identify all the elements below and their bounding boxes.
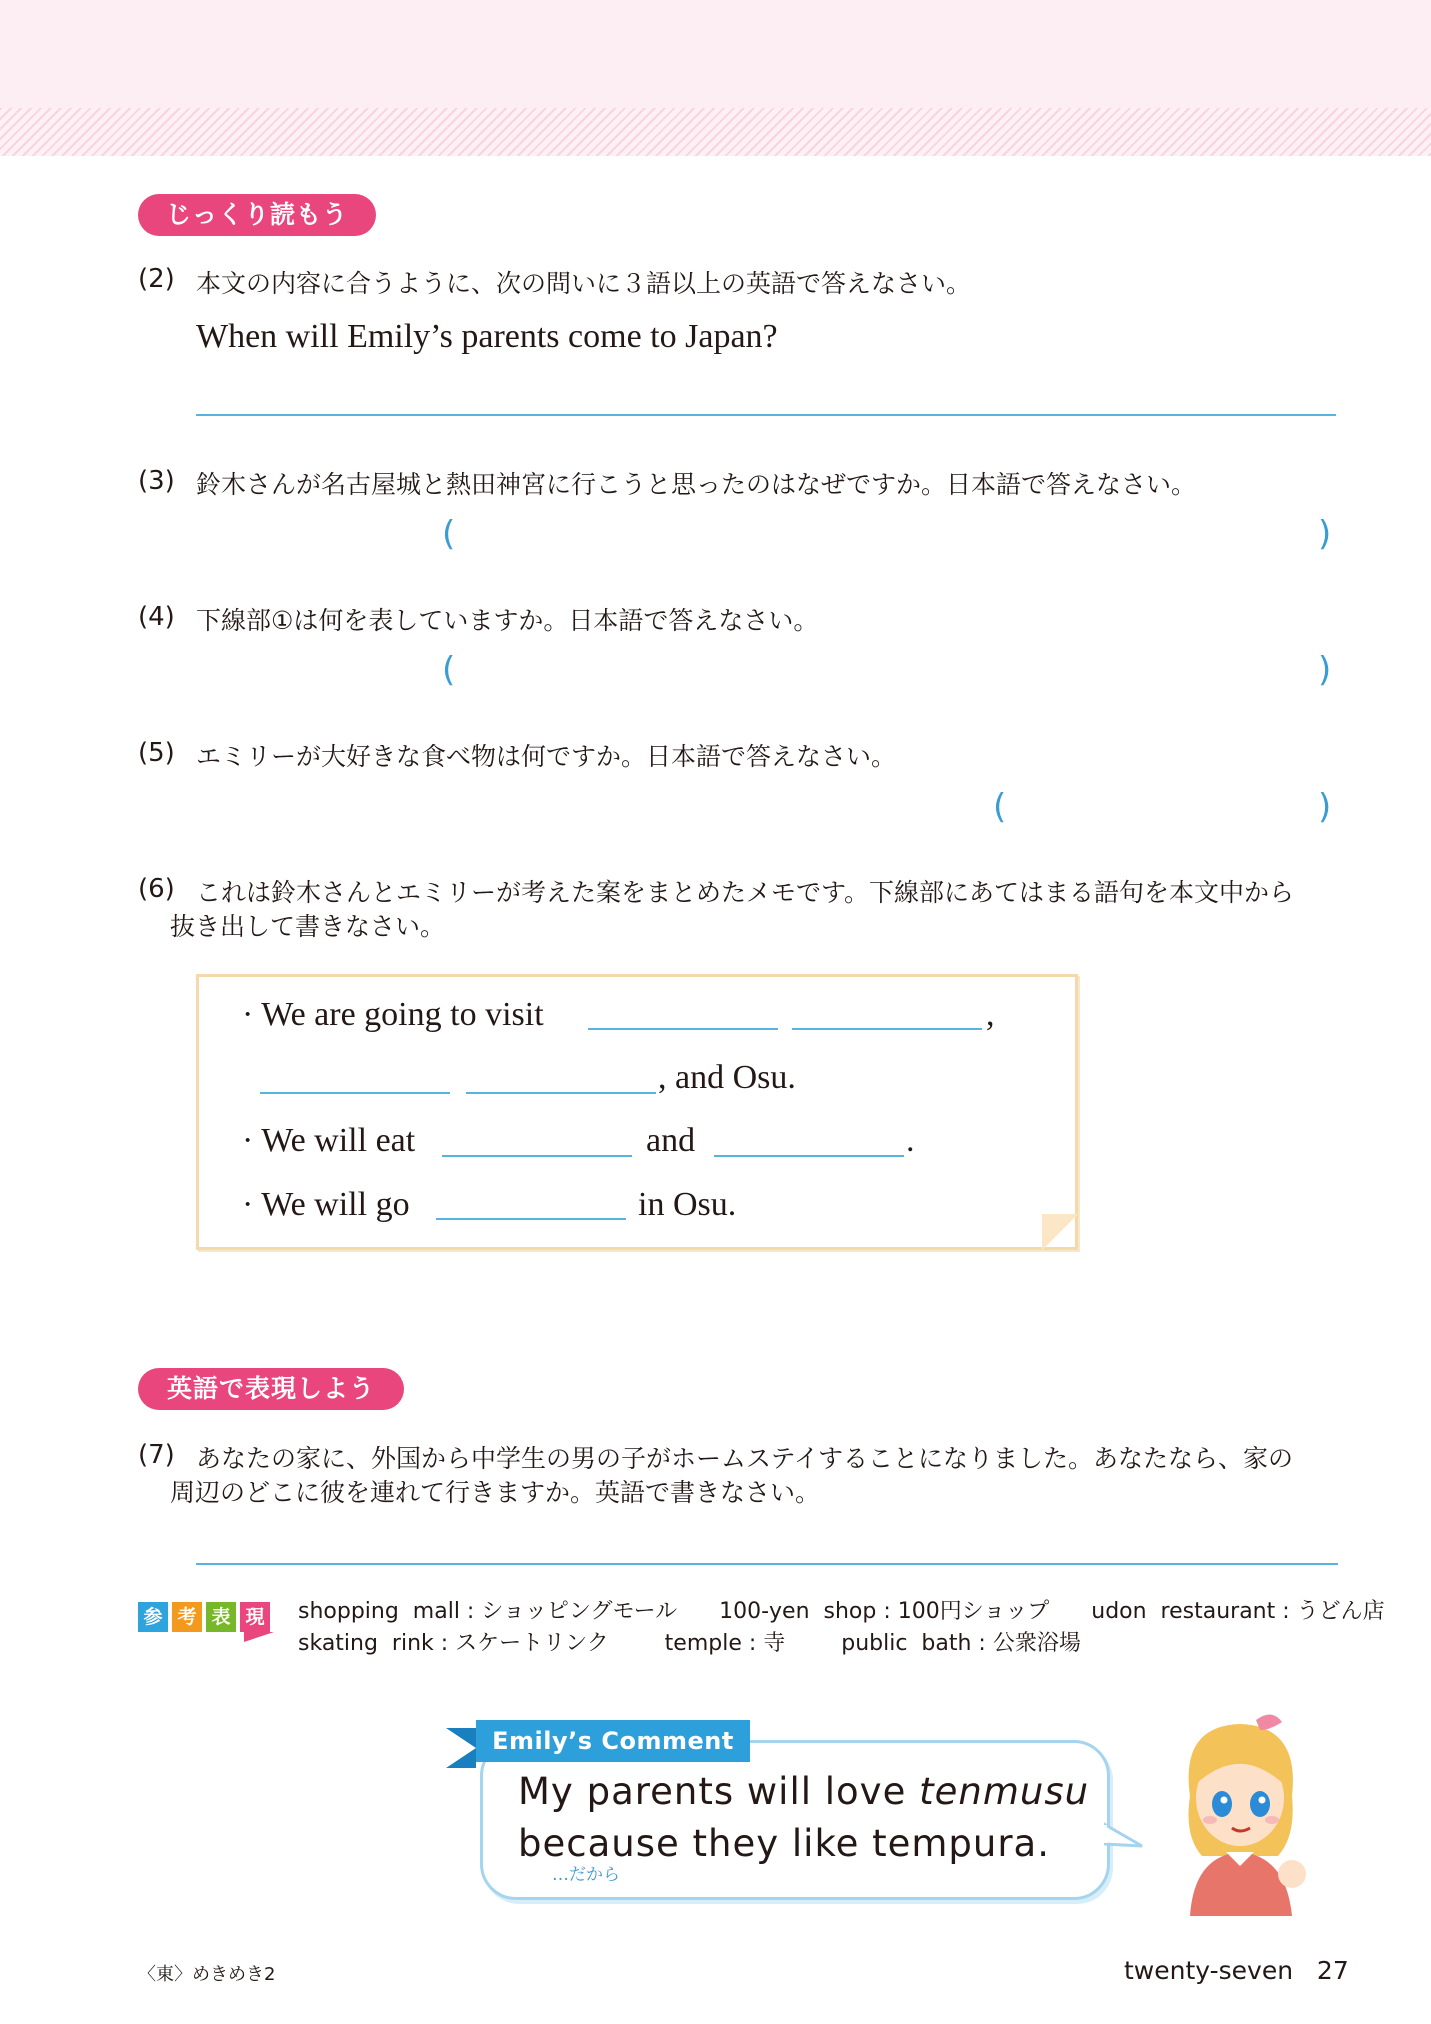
memo-text: and	[646, 1122, 696, 1159]
memo-text: We will go	[261, 1186, 410, 1223]
reference-tile: 参	[138, 1602, 168, 1632]
question-number: (4)	[138, 602, 175, 632]
answer-close-paren: )	[1318, 650, 1332, 690]
reference-line-1: shopping mall : ショッピングモール 100-yen shop : 100円ショップ udon restaurant : うどん店	[298, 1599, 1385, 1624]
comment-line-2: because they like tempura.	[518, 1822, 1050, 1865]
question-number: (5)	[138, 738, 175, 768]
answer-open-paren: (	[442, 514, 456, 554]
memo-line-3	[242, 1122, 415, 1160]
answer-open-paren: (	[993, 787, 1007, 827]
comment-italic-word: tenmusu	[919, 1770, 1090, 1813]
question-text: 抜き出して書きなさい。	[170, 912, 446, 941]
answer-open-paren: (	[442, 650, 456, 690]
memo-text: , and Osu.	[658, 1059, 796, 1096]
question-text: エミリーが大好きな食べ物は何ですか。日本語で答えなさい。	[196, 742, 897, 771]
memo-comma: ,	[986, 996, 995, 1033]
header-band	[0, 0, 1431, 108]
question-text: 周辺のどこに彼を連れて行きますか。英語で書きなさい。	[170, 1478, 821, 1507]
page-number: twenty-seven 27	[1124, 1956, 1349, 1985]
footer-book-name: 〈東〉めきめき2	[138, 1964, 276, 1985]
emily-avatar	[1160, 1706, 1320, 1916]
comment-line-1	[518, 1770, 1089, 1813]
section-label-read: じっくり読もう	[138, 194, 376, 236]
question-text: 鈴木さんが名古屋城と熱田神宮に行こうと思ったのはなぜですか。日本語で答えなさい。	[196, 470, 1197, 499]
bullet: ·	[242, 1186, 254, 1223]
bubble-tail	[1104, 1820, 1144, 1850]
reference-tile: 表	[206, 1602, 236, 1632]
reference-tile: 現	[240, 1602, 270, 1632]
question-text: あなたの家に、外国から中学生の男の子がホームステイすることになりました。あなたなら、家の	[196, 1444, 1294, 1473]
answer-line[interactable]	[196, 414, 1336, 416]
memo-period: .	[906, 1122, 915, 1159]
answer-blank[interactable]	[588, 1028, 778, 1030]
comment-title: Emily’s Comment	[476, 1720, 750, 1762]
answer-blank[interactable]	[466, 1092, 656, 1094]
reference-line-2: skating rink : スケートリンク temple : 寺 public bath : 公衆浴場	[298, 1631, 1081, 1656]
reference-tile: 考	[172, 1602, 202, 1632]
english-question: When will Emily’s parents come to Japan?	[196, 318, 778, 355]
comment-gloss: …だから	[552, 1865, 620, 1885]
answer-line[interactable]	[196, 1563, 1338, 1565]
comment-text: My parents will love	[518, 1770, 920, 1813]
question-number: (2)	[138, 264, 175, 294]
question-number: (3)	[138, 466, 175, 496]
question-text: 本文の内容に合うように、次の問いに３語以上の英語で答えなさい。	[196, 269, 972, 298]
memo-line-4	[242, 1186, 410, 1224]
answer-blank[interactable]	[442, 1155, 632, 1157]
section-label-express: 英語で表現しよう	[138, 1368, 404, 1410]
bullet: ·	[242, 996, 254, 1033]
bullet: ·	[242, 1122, 254, 1159]
answer-blank[interactable]	[436, 1218, 626, 1220]
memo-text: in Osu.	[638, 1186, 737, 1223]
answer-close-paren: )	[1318, 514, 1332, 554]
answer-blank[interactable]	[260, 1092, 450, 1094]
question-number: (7)	[138, 1440, 175, 1470]
memo-line-1	[242, 996, 544, 1034]
answer-blank[interactable]	[714, 1155, 904, 1157]
ribbon-tail	[446, 1728, 476, 1768]
memo-fold	[1042, 1214, 1078, 1250]
question-number: (6)	[138, 874, 175, 904]
answer-close-paren: )	[1318, 787, 1332, 827]
memo-text: We are going to visit	[261, 996, 544, 1033]
question-text: 下線部①は何を表していますか。日本語で答えなさい。	[196, 606, 819, 635]
memo-text: We will eat	[261, 1122, 416, 1159]
answer-blank[interactable]	[792, 1028, 982, 1030]
reference-tile-tail	[244, 1632, 274, 1642]
header-stripe	[0, 108, 1431, 156]
question-text: これは鈴木さんとエミリーが考えた案をまとめたメモです。下線部にあてはまる語句を本文中から	[196, 878, 1295, 907]
